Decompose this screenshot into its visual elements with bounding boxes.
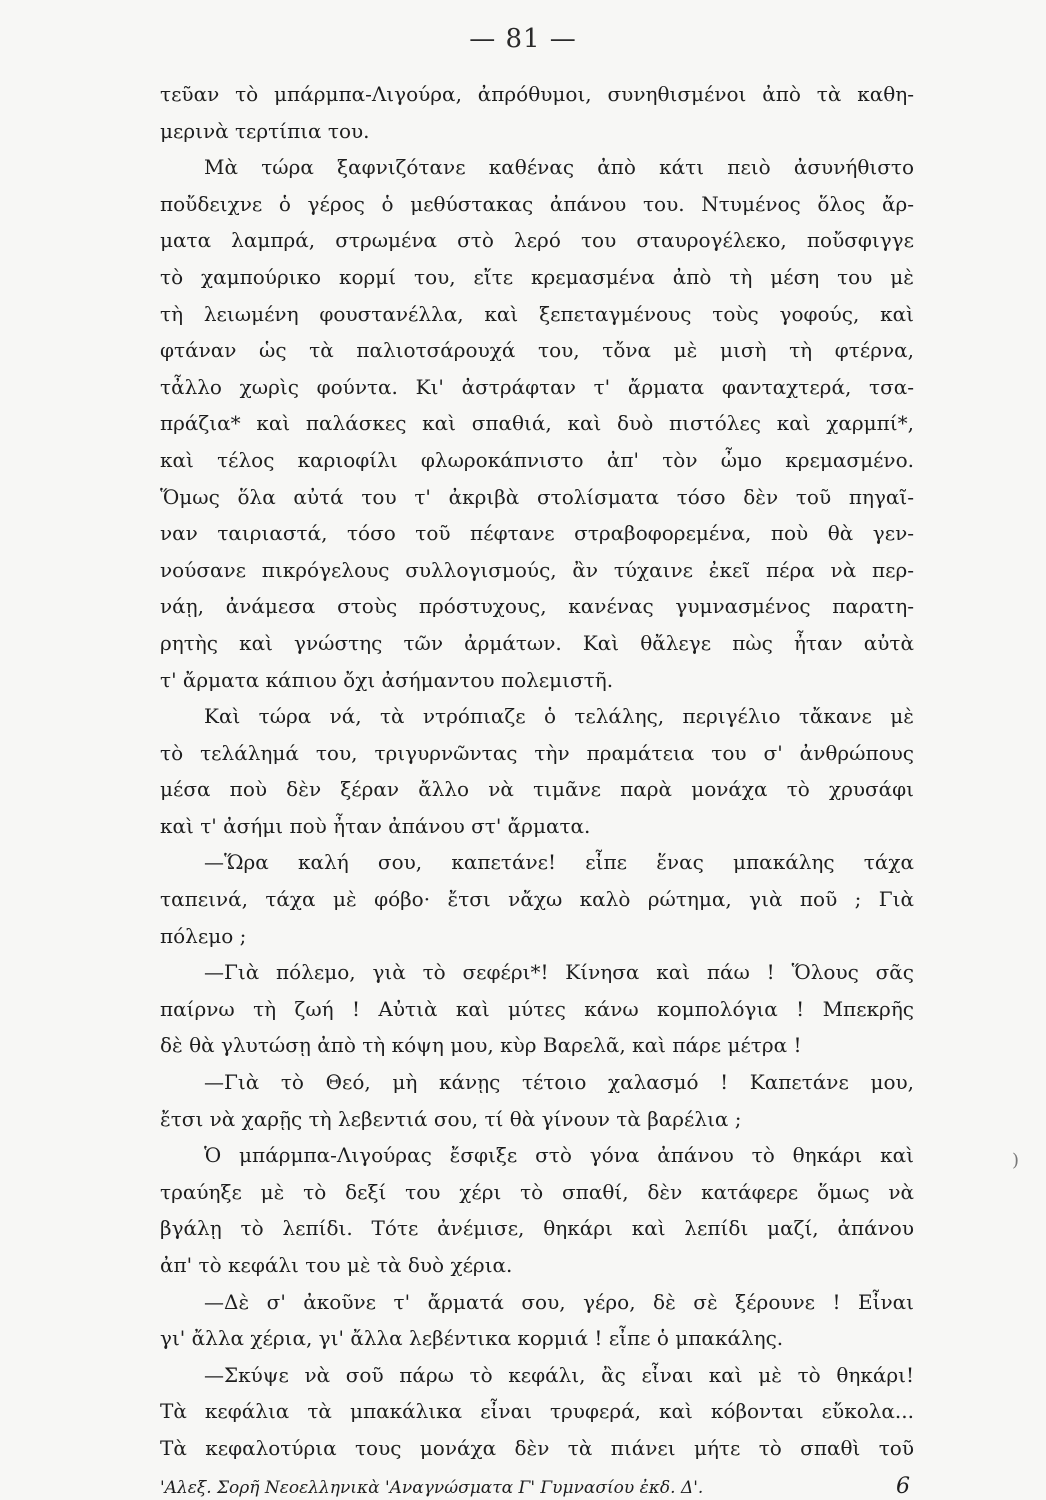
text-line: πράζια* καὶ παλάσκες καὶ σπαθιά, καὶ δυὸ πιστόλες καὶ χαρμπί*, [160,411,914,436]
text-line: φτάναν ὡς τὰ παλιοτσάρουχά του, τὄνα μὲ μισὴ τὴ φτέρνα, [160,338,914,363]
text-line: τὸ τελάλημά του, τριγυρνῶντας τὴν πραμάτεια του σ' ἀνθρώπους [160,740,914,765]
text-line: δὲ θὰ γλυτώσῃ ἀπὸ τὴ κόψη μου, κὺρ Βαρελᾶ, καὶ πάρε μέτρα ! [160,1033,802,1058]
text-line: Καὶ τώρα νά, τὰ ντρόπιαζε ὁ τελάλης, περιγέλιο τἄκανε μὲ [204,704,914,729]
text-line: —Γιὰ πόλεμο, γιὰ τὸ σεφέρι*! Κίνησα καὶ πάω ! Ὅλους σᾶς [204,960,914,985]
text-line: τεῦαν τὸ μπάρμπα-Λιγούρα, ἀπρόθυμοι, συνηθισμένοι ἀπὸ τὰ καθη- [160,82,914,106]
text-line: νούσανε πικρόγελους συλλογισμούς, ἂν τύχαινε ἐκεῖ πέρα νὰ περ- [160,557,914,582]
page-number: — 81 — [469,24,577,54]
text-line: Τὰ κεφαλοτύρια τους μονάχα δὲν τὰ πιάνει μήτε τὸ σπαθὶ τοῦ [160,1435,914,1460]
text-line: βγάλῃ τὸ λεπίδι. Τότε ἀνέμισε, θηκάρι καὶ λεπίδι μαζί, ἀπάνου [160,1216,914,1241]
text-line: —Δὲ σ' ἀκοῦνε τ' ἄρματά σου, γέρο, δὲ σὲ ξέρουνε ! Εἶναι [204,1289,914,1314]
text-line: Ὅμως ὅλα αὐτά του τ' ἀκριβὰ στολίσματα τόσο δὲν τοῦ πηγαῖ- [160,484,914,509]
text-line: μερινὰ τερτίπια του. [160,118,370,143]
text-line: τὴ λειωμένη φουστανέλλα, καὶ ξεπεταγμένους τοὺς γοφούς, καὶ [160,301,914,326]
text-line: ἔτσι νὰ χαρῇς τὴ λεβεντιά σου, τί θὰ γίνουν τὰ βαρέλια ; [160,1106,742,1131]
text-line: ναν ταιριαστά, τόσο τοῦ πέφτανε στραβοφορεμένα, ποὺ θὰ γεν- [160,521,914,546]
signature-mark: 6 [896,1474,910,1499]
text-line: ρητὴς καὶ γνώστης τῶν ἀρμάτων. Καὶ θἄλεγε πὼς ἦταν αὐτὰ [160,630,914,655]
text-line: τἆλλο χωρὶς φούντα. Κι' ἀστράφταν τ' ἄρματα φανταχτερά, τσα- [160,374,914,399]
footer-book-reference: 'Αλεξ. Σορῆ Νεοελληνικὰ 'Αναγνώσματα Γ' Γυμνασίου ἐκδ. Δ'. [160,1478,704,1498]
text-line: νάῃ, ἀνάμεσα στοὺς πρόστυχους, κανένας γυμνασμένος παρατη- [160,594,914,619]
text-line: —Σκύψε νὰ σοῦ πάρω τὸ κεφάλι, ἂς εἶναι καὶ μὲ τὸ θηκάρι! [204,1362,914,1387]
text-line: —Γιὰ τὸ Θεό, μὴ κάνῃς τέτοιο χαλασμό ! Καπετάνε μου, [204,1070,914,1095]
text-line: τ' ἄρματα κάπιου ὄχι ἀσήμαντου πολεμιστῆ. [160,667,614,692]
margin-mark: ) [1012,1150,1020,1171]
text-line: ἀπ' τὸ κεφάλι του μὲ τὰ δυὸ χέρια. [160,1253,513,1277]
text-line: ποὔδειχνε ὁ γέρος ὁ μεθύστακας ἀπάνου του. Ντυμένος ὅλος ἄρ- [160,191,914,216]
text-line: Τὰ κεφάλια τὰ μπακάλικα εἶναι τρυφερά, καὶ κόβονται εὔκολα... [160,1399,914,1424]
text-line: καὶ τ' ἀσήμι ποὺ ἦταν ἀπάνου στ' ἄρματα. [160,813,591,838]
text-line: παίρνω τὴ ζωή ! Αὐτιὰ καὶ μύτες κάνω κομπολόγια ! Μπεκρῆς [160,996,914,1021]
text-line: πόλεμο ; [160,923,247,948]
text-line: Μὰ τώρα ξαφνιζότανε καθένας ἀπὸ κάτι πειὸ ἀσυνήθιστο [204,155,914,180]
text-line: τραύηξε μὲ τὸ δεξί του χέρι τὸ σπαθί, δὲν κατάφερε ὅμως νὰ [160,1179,914,1204]
text-line: τὸ χαμπούρικο κορμί του, εἴτε κρεμασμένα ἀπὸ τὴ μέση του μὲ [160,264,914,289]
text-line: ματα λαμπρά, στρωμένα στὸ λερό του σταυρογέλεκο, ποὔσφιγγε [160,228,914,253]
text-line: μέσα ποὺ δὲν ξέραν ἄλλο νὰ τιμᾶνε παρὰ μονάχα τὸ χρυσάφι [160,777,914,802]
text-line: Ὁ μπάρμπα-Λιγούρας ἔσφιξε στὸ γόνα ἀπάνου τὸ θηκάρι καὶ [204,1143,914,1168]
text-line: καὶ τέλος καριοφίλι φλωροκάπνιστο ἀπ' τὸν ὦμο κρεμασμένο. [160,447,914,472]
text-line: ταπεινά, τάχα μὲ φόβο· ἔτσι νἄχω καλὸ ρώτημα, γιὰ ποῦ ; Γιὰ [160,887,914,912]
text-line: —Ὥρα καλή σου, καπετάνε! εἶπε ἕνας μπακάλης τάχα [204,850,914,875]
page-footer [160,1474,914,1499]
body-text [160,76,914,1467]
text-line: γι' ἄλλα χέρια, γι' ἄλλα λεβέντικα κορμιά ! εἶπε ὁ μπακάλης. [160,1326,784,1351]
